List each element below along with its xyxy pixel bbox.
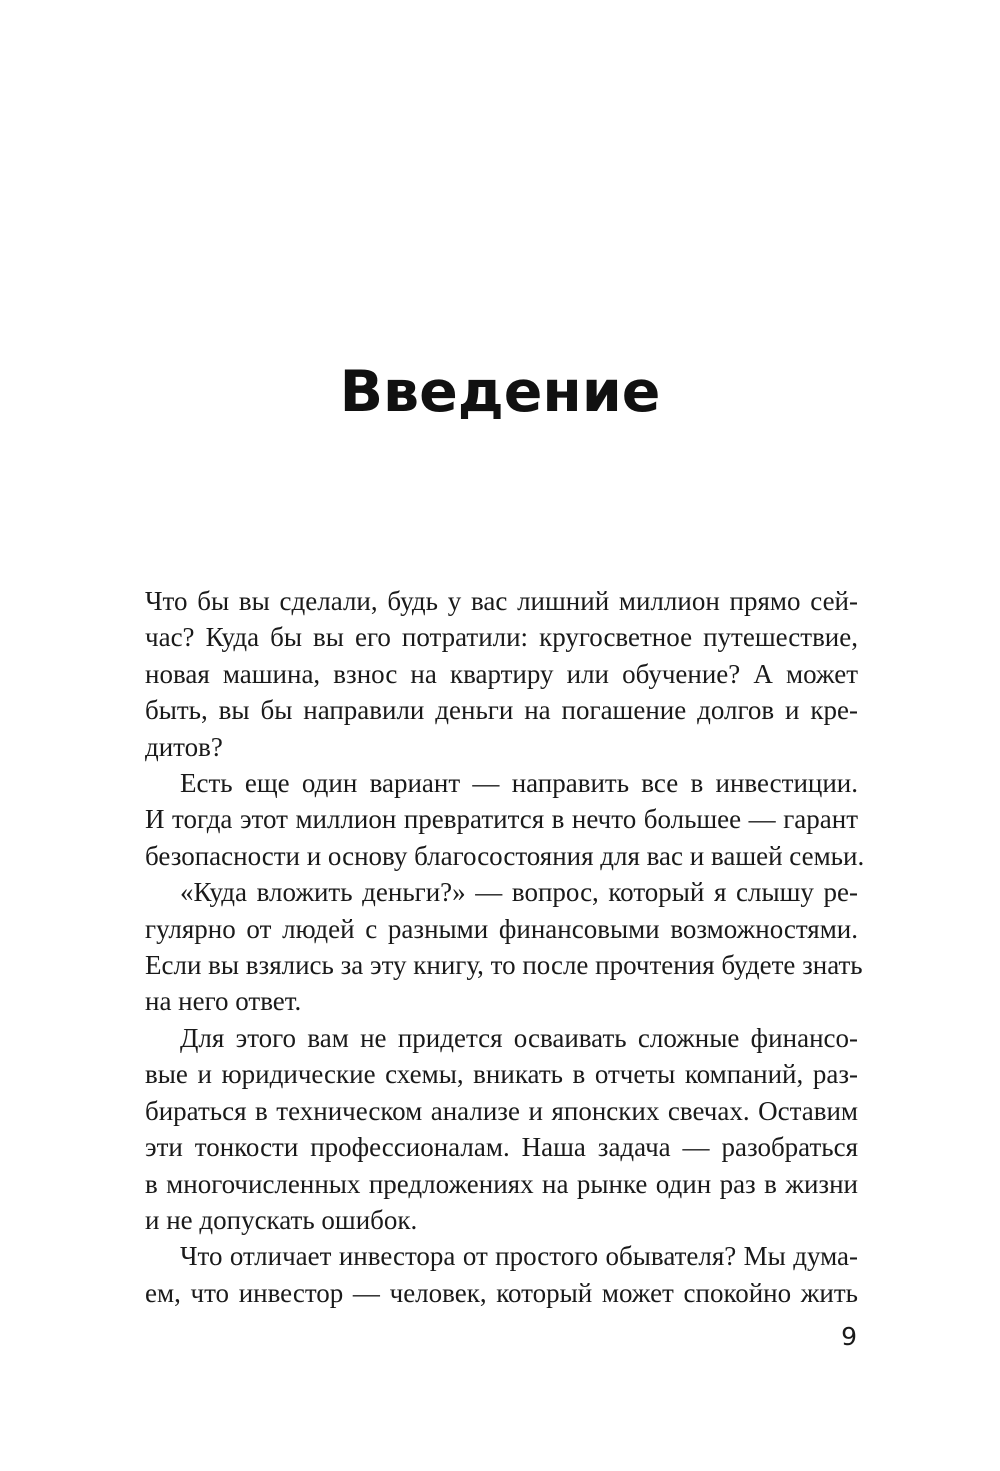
- body-text: [145, 583, 865, 1311]
- text-line: и не допускать ошибок.: [145, 1204, 418, 1235]
- text-line: Что отличает инвестора от простого обывателя? Мы дума-: [180, 1241, 858, 1272]
- text-line: безопасности и основу благосостояния для вас и вашей семьи.: [145, 840, 865, 871]
- paragraph: [145, 874, 863, 1020]
- text-line: Есть еще один вариант — направить все в инвестиции.: [180, 768, 858, 799]
- paragraph: [145, 583, 858, 765]
- text-line: И тогда этот миллион превратится в нечто большее — гарант: [145, 804, 858, 835]
- paragraph: [145, 1020, 858, 1238]
- text-line: Если вы взялись за эту книгу, то после прочтения будете знать: [145, 950, 863, 981]
- text-line: гулярно от людей с разными финансовыми возможностями.: [145, 913, 858, 944]
- text-line: Для этого вам не придется осваивать сложные финансо-: [180, 1022, 858, 1053]
- text-line: новая машина, взнос на квартиру или обучение? А может: [145, 658, 858, 689]
- text-line: ем, что инвестор — человек, который может спокойно жить: [145, 1277, 858, 1308]
- text-line: на него ответ.: [145, 986, 302, 1017]
- text-line: бираться в техническом анализе и японских свечах. Оставим: [145, 1095, 858, 1126]
- text-line: быть, вы бы направили деньги на погашение долгов и кре-: [145, 695, 858, 726]
- text-line: Что бы вы сделали, будь у вас лишний миллион прямо сей-: [145, 586, 858, 616]
- text-line: час? Куда бы вы его потратили: кругосветное путешествие,: [145, 622, 858, 653]
- paragraph: [145, 765, 865, 874]
- text-line: эти тонкости профессионалам. Наша задача — разобраться: [145, 1132, 858, 1163]
- text-line: в многочисленных предложениях на рынке один раз в жизни: [145, 1168, 858, 1199]
- chapter-title: Введение: [339, 359, 661, 425]
- text-line: «Куда вложить деньги?» — вопрос, который я слышу ре-: [180, 877, 858, 908]
- text-line: вые и юридические схемы, вникать в отчеты компаний, раз-: [145, 1059, 858, 1090]
- paragraph: [145, 1238, 858, 1311]
- text-line: дитов?: [145, 731, 223, 762]
- page-number: 9: [841, 1322, 857, 1351]
